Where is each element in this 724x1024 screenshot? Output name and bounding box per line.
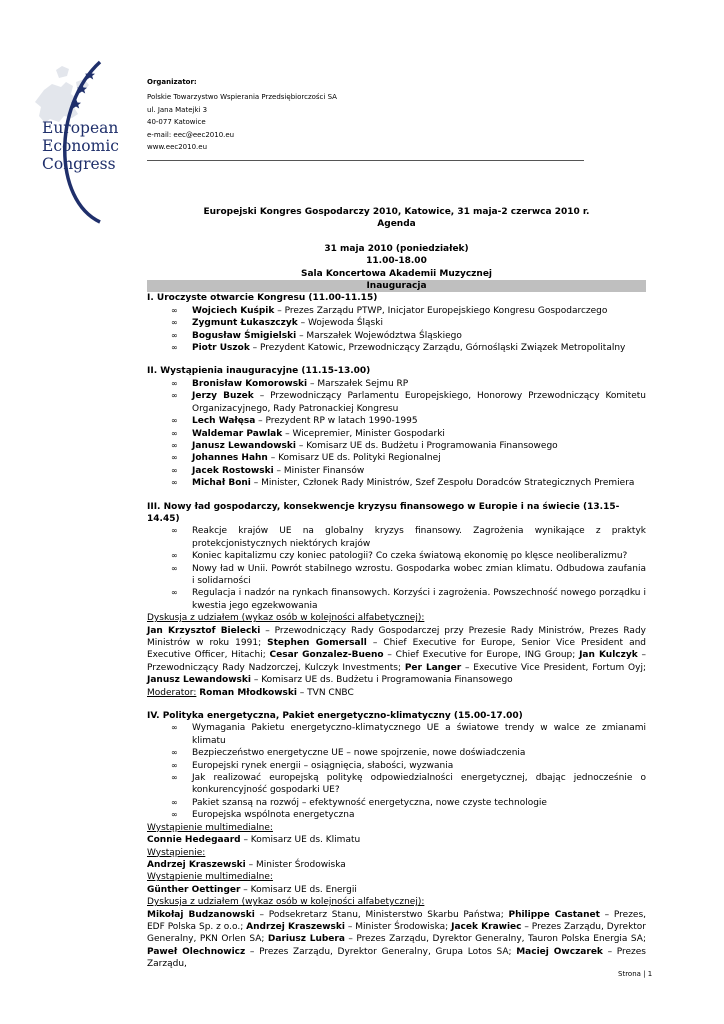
organizer-label: Organizator: [147, 78, 197, 86]
speech-label: Wystąpienie: [147, 847, 206, 858]
participant-role: – Minister Środowiska; [344, 921, 452, 932]
participant-role: – Prezes Zarządu, Dyrektor Generalny, PKN Orlen SA; [147, 921, 647, 945]
section-heading-1: I. Uroczyste otwarcie Kongresu (11.00-11.15) [147, 293, 378, 304]
moderator-name: Roman Młodkowski [199, 687, 297, 698]
participant-name: Stephen Gomersall [267, 638, 367, 648]
discussion-label: Dyskusja z udziałem (wykaz osób w kolejności alfabetycznej): [147, 613, 425, 624]
bullet-icon: ∞ [171, 551, 178, 561]
participant-role: – Prezes, EDF Polska Sp. z o.o.; [147, 909, 647, 932]
participant-name: Per Langer [404, 662, 462, 673]
logo-line-1: European [42, 119, 119, 137]
speaker-role: – Minister, Członek Rady Ministrów, Szef Zespołu Doradców Strategicznych Premiera [250, 478, 635, 489]
speaker-role: – Marszałek Sejmu RP [307, 378, 409, 389]
topic-text: Pakiet szansą na rozwój – efektywność energetyczna, nowe czyste technologie [192, 797, 547, 808]
list-item [147, 317, 646, 329]
bullet-icon: ∞ [171, 440, 178, 450]
organizer-block [147, 76, 337, 154]
eec-logo [18, 50, 138, 230]
agenda-venue: Sala Koncertowa Akademii Muzycznej [300, 268, 493, 279]
speaker-name: Zygmunt Łukaszczyk [192, 318, 298, 329]
topic-text: Bezpieczeństwo energetyczne UE – nowe spojrzenie, nowe doświadczenia [192, 748, 526, 759]
speaker-name: Michał Boni [192, 478, 251, 489]
speaker-name: Piotr Uszok [192, 343, 250, 354]
moderator-label: Moderator: [147, 687, 197, 698]
discussion-participants [147, 625, 646, 687]
organizer-email[interactable]: e-mail: eec@eec2010.eu [147, 130, 235, 139]
discussion-label: Dyskusja z udziałem (wykaz osób w kolejności alfabetycznej): [147, 897, 425, 908]
section-heading-2: II. Wystąpienia inauguracyjne (11.15-13.00) [147, 366, 371, 377]
bullet-icon: ∞ [171, 465, 178, 475]
participant-role: – Prezes Zarządu, Dyrektor Generalny, Grupa Lotos SA; [245, 946, 517, 957]
participant-role: – Komisarz UE ds. Budżetu i Programowania Finansowego [250, 675, 513, 686]
speaker-role: – Minister Finansów [273, 465, 365, 476]
bullet-icon: ∞ [171, 318, 178, 328]
bullet-icon: ∞ [171, 526, 178, 536]
list-item [147, 772, 646, 797]
topic-text: Jak realizować europejską politykę odpowiedzialności energetycznej, dbając jednocześnie o konkurencyjność gospodarki UE? [192, 773, 646, 796]
participant-name: Cesar Gonzalez-Bueno [269, 650, 384, 661]
multimedia-label-1: Wystąpienie multimedialne: [147, 822, 273, 833]
organizer-website[interactable]: www.eec2010.eu [147, 143, 208, 152]
participant-role: – Prezes Zarządu, Dyrektor Generalny, Tauron Polska Energia SA; [344, 934, 646, 945]
speaker-name: Johannes Hahn [192, 453, 268, 464]
speaker-role: – Komisarz UE ds. Klimatu [240, 835, 361, 846]
speaker-name: Jacek Rostowski [192, 465, 274, 476]
participant-name: Janusz Lewandowski [147, 675, 251, 686]
speaker-name: Jerzy Buzek [192, 391, 254, 402]
bullet-icon: ∞ [171, 563, 178, 573]
bullet-icon: ∞ [171, 797, 178, 807]
list-item [147, 760, 646, 772]
participant-name: Maciej Owczarek [516, 946, 603, 957]
participant-role: – Prezes Zarządu, [147, 946, 646, 970]
section-heading-3: III. Nowy ład gospodarczy, konsekwencje kryzysu finansowego w Europie i na świecie (13.15-14.45) [147, 501, 620, 524]
speaker-name: Bogusław Śmigielski [192, 330, 297, 341]
speaker-name: Janusz Lewandowski [192, 440, 296, 451]
agenda-time: 11.00-18.00 [366, 256, 427, 267]
bullet-icon: ∞ [171, 330, 178, 340]
list-item [147, 550, 646, 562]
agenda-document [147, 206, 646, 971]
participant-role: – Przewodniczący Rady Gospodarczej przy Prezesie Rady Ministrów, Prezes Rady Ministrów w roku 1991; [147, 625, 646, 648]
organizer-name: Polskie Towarzystwo Wspierania Przedsiębiorczości SA [147, 93, 337, 102]
participant-name: Andrzej Kraszewski [246, 921, 345, 932]
speech-speaker [147, 859, 646, 871]
speaker-name: Waldemar Pawlak [192, 428, 283, 439]
participant-name: Jacek Krawiec [451, 921, 522, 932]
bullet-icon: ∞ [171, 810, 178, 820]
bullet-icon: ∞ [171, 305, 178, 315]
speaker-role: – Wojewoda Śląski [297, 318, 383, 329]
organizer-city: 40-077 Katowice [147, 118, 206, 127]
participant-role: – Chief Executive for Europe, Senior Vice President and Executive Officer, Hitachi; [147, 638, 646, 661]
speaker-list-2 [147, 378, 646, 490]
list-item [147, 330, 646, 342]
speaker-role: – Wicepremier, Minister Gospodarki [282, 428, 445, 439]
session-band: Inauguracja [147, 280, 646, 292]
participant-name: Jan Kulczyk [579, 650, 638, 661]
list-item [147, 809, 646, 821]
speaker-name: Günther Oettinger [147, 884, 241, 895]
topic-list-4 [147, 722, 646, 821]
speaker-role: – Komisarz UE ds. Energii [240, 884, 357, 895]
list-item [147, 525, 646, 550]
bullet-icon: ∞ [171, 748, 178, 758]
list-item [147, 722, 646, 747]
discussion-participants [147, 909, 646, 971]
participant-role: – Executive Vice President, Fortum Oyj; [461, 662, 646, 673]
list-item [147, 305, 646, 317]
list-item [147, 797, 646, 809]
logo-graphic [18, 50, 138, 230]
speaker-name: Andrzej Kraszewski [147, 859, 246, 870]
topic-text: Reakcje krajów UE na globalny kryzys finansowy. Zagrożenia wynikające z praktyk protekcjonistycznych niektórych krajów [192, 526, 646, 549]
participant-role: – Przewodniczący Rady Nadzorczej, Kulczyk Investments; [147, 650, 646, 673]
speaker-role: – Marszałek Województwa Śląskiego [296, 330, 462, 341]
speaker-name: Connie Hedegaard [147, 835, 241, 846]
bullet-icon: ∞ [171, 343, 178, 353]
bullet-icon: ∞ [171, 378, 178, 388]
list-item [147, 415, 646, 427]
speaker-role: – Prezydent Katowic, Przewodniczący Zarządu, Górnośląski Związek Metropolitalny [249, 343, 626, 354]
multimedia-label-2: Wystąpienie multimedialne: [147, 872, 273, 883]
list-item [147, 465, 646, 477]
multimedia-speaker-1 [147, 834, 646, 846]
topic-text: Nowy ład w Unii. Powrót stabilnego wzrostu. Gospodarka wobec zmian klimatu. Odbudowa zaufania i solidarności [192, 563, 646, 586]
section-heading-4: IV. Polityka energetyczna, Pakiet energetyczno-klimatyczny (15.00-17.00) [147, 711, 523, 722]
list-item [147, 378, 646, 390]
speaker-name: Bronisław Komorowski [192, 378, 308, 389]
speaker-role: – Komisarz UE ds. Polityki Regionalnej [267, 453, 441, 464]
speaker-name: Wojciech Kuśpik [192, 305, 275, 316]
multimedia-speaker-2 [147, 884, 646, 896]
bullet-icon: ∞ [171, 428, 178, 438]
speaker-name: Lech Wałęsa [192, 416, 256, 427]
document-subtitle: Agenda [377, 219, 416, 230]
topic-text: Europejska wspólnota energetyczna [192, 810, 355, 821]
header-divider [147, 160, 584, 161]
list-item [147, 342, 646, 354]
participant-name: Paweł Olechnowicz [147, 946, 246, 957]
bullet-icon: ∞ [171, 773, 178, 783]
participant-name: Dariusz Lubera [267, 934, 345, 945]
moderator-role: – TVN CNBC [296, 687, 354, 698]
list-item [147, 452, 646, 464]
speaker-list-1 [147, 305, 646, 355]
page-number: Strona | 1 [618, 970, 653, 978]
bullet-icon: ∞ [171, 453, 178, 463]
speaker-role: – Minister Środowiska [245, 859, 346, 870]
topic-text: Wymagania Pakietu energetyczno-klimatycznego UE a światowe trendy w walce ze zmianami klimatu [192, 723, 646, 746]
participant-role: – Podsekretarz Stanu, Ministerstwo Skarbu Państwa; [254, 909, 509, 920]
topic-list-3 [147, 525, 646, 612]
bullet-icon: ∞ [171, 391, 178, 401]
agenda-date: 31 maja 2010 (poniedziałek) [324, 243, 469, 254]
participant-name: Jan Krzysztof Bielecki [147, 625, 261, 636]
list-item [147, 563, 646, 588]
speaker-role: – Komisarz UE ds. Budżetu i Programowania Finansowego [295, 440, 558, 451]
organizer-street: ul. Jana Matejki 3 [147, 105, 208, 114]
list-item [147, 428, 646, 440]
topic-text: Koniec kapitalizmu czy koniec patologii? Co czeka światową ekonomię po klęsce neoliberalizmu? [192, 551, 628, 562]
list-item [147, 477, 646, 489]
bullet-icon: ∞ [171, 760, 178, 770]
speaker-role: – Prezydent RP w latach 1990-1995 [255, 416, 418, 427]
bullet-icon: ∞ [171, 478, 178, 488]
speaker-role: – Przewodniczący Parlamentu Europejskiego, Honorowy Przewodniczący Komitetu Organizacyjnego, Rady Patronackiej Kongresu [192, 391, 646, 414]
list-item [147, 747, 646, 759]
participant-name: Philippe Castanet [508, 909, 600, 920]
topic-text: Europejski rynek energii – osiągnięcia, słabości, wyzwania [192, 760, 454, 771]
list-item [147, 390, 646, 415]
participant-role: – Chief Executive for Europe, ING Group; [383, 650, 580, 661]
list-item [147, 587, 646, 612]
participant-name: Mikołaj Budzanowski [147, 909, 255, 920]
bullet-icon: ∞ [171, 588, 178, 598]
moderator-line [147, 687, 646, 699]
logo-line-2: Economic [42, 137, 119, 155]
speaker-role: – Prezes Zarządu PTWP, Inicjator Europejskiego Kongresu Gospodarczego [274, 305, 608, 316]
bullet-icon: ∞ [171, 416, 178, 426]
topic-text: Regulacja i nadzór na rynkach finansowych. Korzyści i zagrożenia. Powszechność nowego porządku i kwestia jego egzekwowania [192, 588, 646, 611]
bullet-icon: ∞ [171, 723, 178, 733]
list-item [147, 440, 646, 452]
logo-line-3: Congress [42, 155, 116, 173]
document-title: Europejski Kongres Gospodarczy 2010, Katowice, 31 maja-2 czerwca 2010 r. [203, 207, 590, 217]
